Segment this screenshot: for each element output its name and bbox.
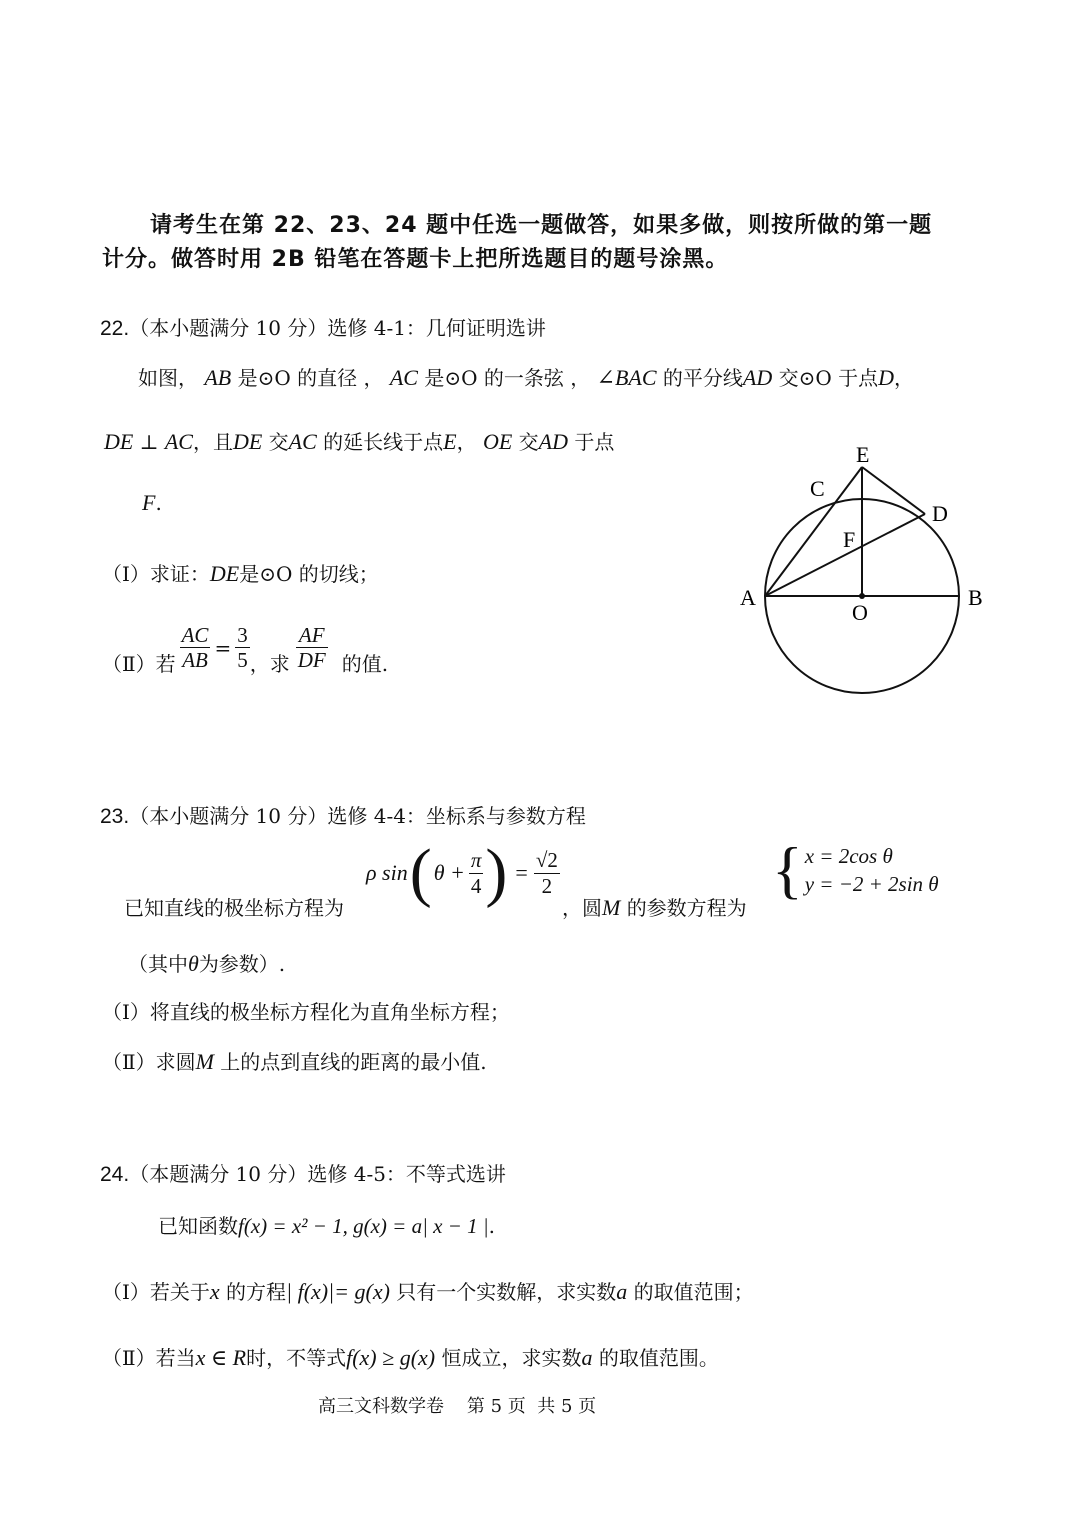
q23-text: 的参数方程为 [626,896,747,920]
q22-text: 的值. [341,652,389,676]
label-A: A [740,585,756,610]
fraction-denominator: AB [182,648,208,672]
perp-symbol: ⊥ [139,430,159,454]
page-footer: 高三文科数学卷 第 5 页 共 5 页 [318,1396,597,1417]
q22-part-2 [102,618,388,677]
label-E: E [856,442,870,467]
math-a: a [616,1279,628,1304]
q23-text: 为参数）. [198,952,286,976]
q23-header-text: （本小题满分 10 分）选修 4-4：坐标系与参数方程 [129,804,586,828]
math-angle-BAC: ∠BAC [596,365,657,390]
math-F: F [142,490,156,515]
q24-header-text: （本题满分 10 分）选修 4-5：不等式选讲 [129,1162,506,1186]
math-x: x [209,1279,220,1304]
part-label: （Ⅰ）求证： [102,562,210,586]
eq-rho-sin: ρ sin [366,860,408,885]
fraction-denominator: 2 [541,873,553,898]
equals-sign: = [214,635,232,660]
fraction-denominator: 5 [237,648,248,672]
math-x-in-R: x ∈ R [195,1345,247,1370]
q23-text: （其中 [128,952,188,976]
q24-text: 只有一个实数解，求实数 [396,1280,617,1304]
fraction-denominator: 4 [470,873,482,898]
q23-line-2 [128,948,285,977]
q22-text: ，且 [192,430,233,454]
fraction-numerator: AC [181,622,209,647]
system-line-x: x = 2cos θ [804,843,893,868]
q22-line-3 [142,490,162,516]
fraction-numerator: AF [296,623,328,648]
paren-left: ( [409,836,432,909]
q22-header-text: （本小题满分 10 分）选修 4-1：几何证明选讲 [129,316,546,340]
line-DE [862,467,925,514]
instruction-line-1: 请考生在第 22、23、24 题中任选一题做答，如果多做，则按所做的第一题 [150,213,933,238]
q23-line-1-mid [562,892,747,921]
math-AC: AC [389,365,418,390]
q22-text: 的延长线于点 [323,430,444,454]
fraction-pi-4 [469,848,484,897]
math-DE: DE [209,561,240,586]
q22-text: ， [456,430,477,454]
q23-part-2 [102,1046,487,1075]
label-O: O [852,600,868,625]
q24-text: 的取值范围； [633,1280,754,1304]
math-AC: AC [288,429,317,454]
q22-text: 如图， [138,366,198,390]
part-label: （Ⅱ）求圆 [102,1050,196,1074]
label-B: B [968,585,983,610]
math-AC: AC [164,429,193,454]
fraction-numerator: √2 [535,848,558,873]
q23-part-1: （Ⅰ）将直线的极坐标方程化为直角坐标方程； [102,1000,510,1024]
math-DE: DE [232,429,263,454]
part-label: （Ⅱ）若当 [102,1346,196,1370]
q22-text: 交 [268,430,289,454]
fraction-AC-AB [180,623,211,672]
eq-theta-plus: θ + [433,860,465,885]
q22-text: 是⊙O 的直径 ， [237,366,384,390]
fraction-3-5 [235,623,250,672]
math-M: M [602,895,621,920]
q24-part-2 [102,1342,719,1371]
q24-text: 时，不等式 [246,1346,347,1370]
q24-line-1 [158,1210,495,1239]
system-line-y: y = −2 + 2sin θ [804,872,939,896]
q23-text: 上的点到直线的距离的最小值. [220,1050,487,1074]
q22-text: 交 [518,430,539,454]
part-label: （Ⅱ）若 [102,652,176,676]
q24-text: 恒成立，求实数 [441,1346,582,1370]
fraction-numerator: π [470,848,482,873]
fraction-sqrt2-2 [534,848,560,897]
q23-line-1-text: 已知直线的极坐标方程为 [124,896,344,920]
paren-right: ) [485,836,508,909]
math-AD: AD [538,429,568,454]
q24-text: . [488,1214,495,1238]
fraction-AF-DF [296,623,328,672]
label-C: C [810,476,825,501]
q22-header [100,312,546,341]
q23-header [100,800,586,829]
q24-text: 的方程 [226,1280,287,1304]
brace-left: { [772,834,803,905]
fraction-numerator: 3 [237,622,248,647]
q22-text: 交⊙O 于点 [778,366,879,390]
formula-f-g: f(x) = x² − 1, g(x) = a| x − 1 | [238,1214,489,1238]
q22-line-1 [138,362,914,391]
math-E: E [443,429,457,454]
equals-sign: = [515,860,528,885]
q22-part-1 [102,558,379,587]
geometry-figure [730,440,1000,700]
q22-line-2 [104,426,614,455]
inequality-f-ge-g: f(x) ≥ g(x) [346,1345,436,1370]
equation-abs-f-eq-g: | f(x)|= g(x) [286,1279,390,1304]
q24-header [100,1158,506,1187]
label-F: F [843,527,856,552]
q22-text: 于点 [574,430,615,454]
q23-number: 23. [100,805,130,828]
fraction-denominator: DF [297,648,326,672]
math-OE: OE [482,429,513,454]
parametric-system [772,834,939,905]
q22-text: 是⊙O 的切线； [239,562,379,586]
q22-text: ， [894,366,914,390]
q24-text: 已知函数 [158,1214,238,1238]
math-M: M [195,1049,214,1074]
math-a: a [581,1345,593,1370]
q22-text: 是⊙O 的一条弦 ， [424,366,591,390]
polar-equation [366,836,560,909]
q22-text: ，求 [249,652,290,676]
center-point [859,593,865,599]
math-AD: AD [742,365,773,390]
instruction-line-2: 计分。做答时用 2B 铅笔在答题卡上把所选题目的题号涂黑。 [102,247,729,272]
q22-number: 22. [100,317,130,340]
q23-text: ，圆 [562,896,602,920]
q24-part-1 [102,1276,754,1305]
math-theta: θ [188,951,199,976]
system-lines [805,842,939,899]
q22-text: . [155,491,162,515]
q24-number: 24. [100,1163,130,1186]
math-DE: DE [104,429,134,454]
label-D: D [932,501,948,526]
math-D: D [878,365,894,390]
part-label: （Ⅰ）若关于 [102,1280,210,1304]
q22-text: 的平分线 [662,366,743,390]
math-AB: AB [204,365,232,390]
q24-text: 的取值范围。 [598,1346,719,1370]
